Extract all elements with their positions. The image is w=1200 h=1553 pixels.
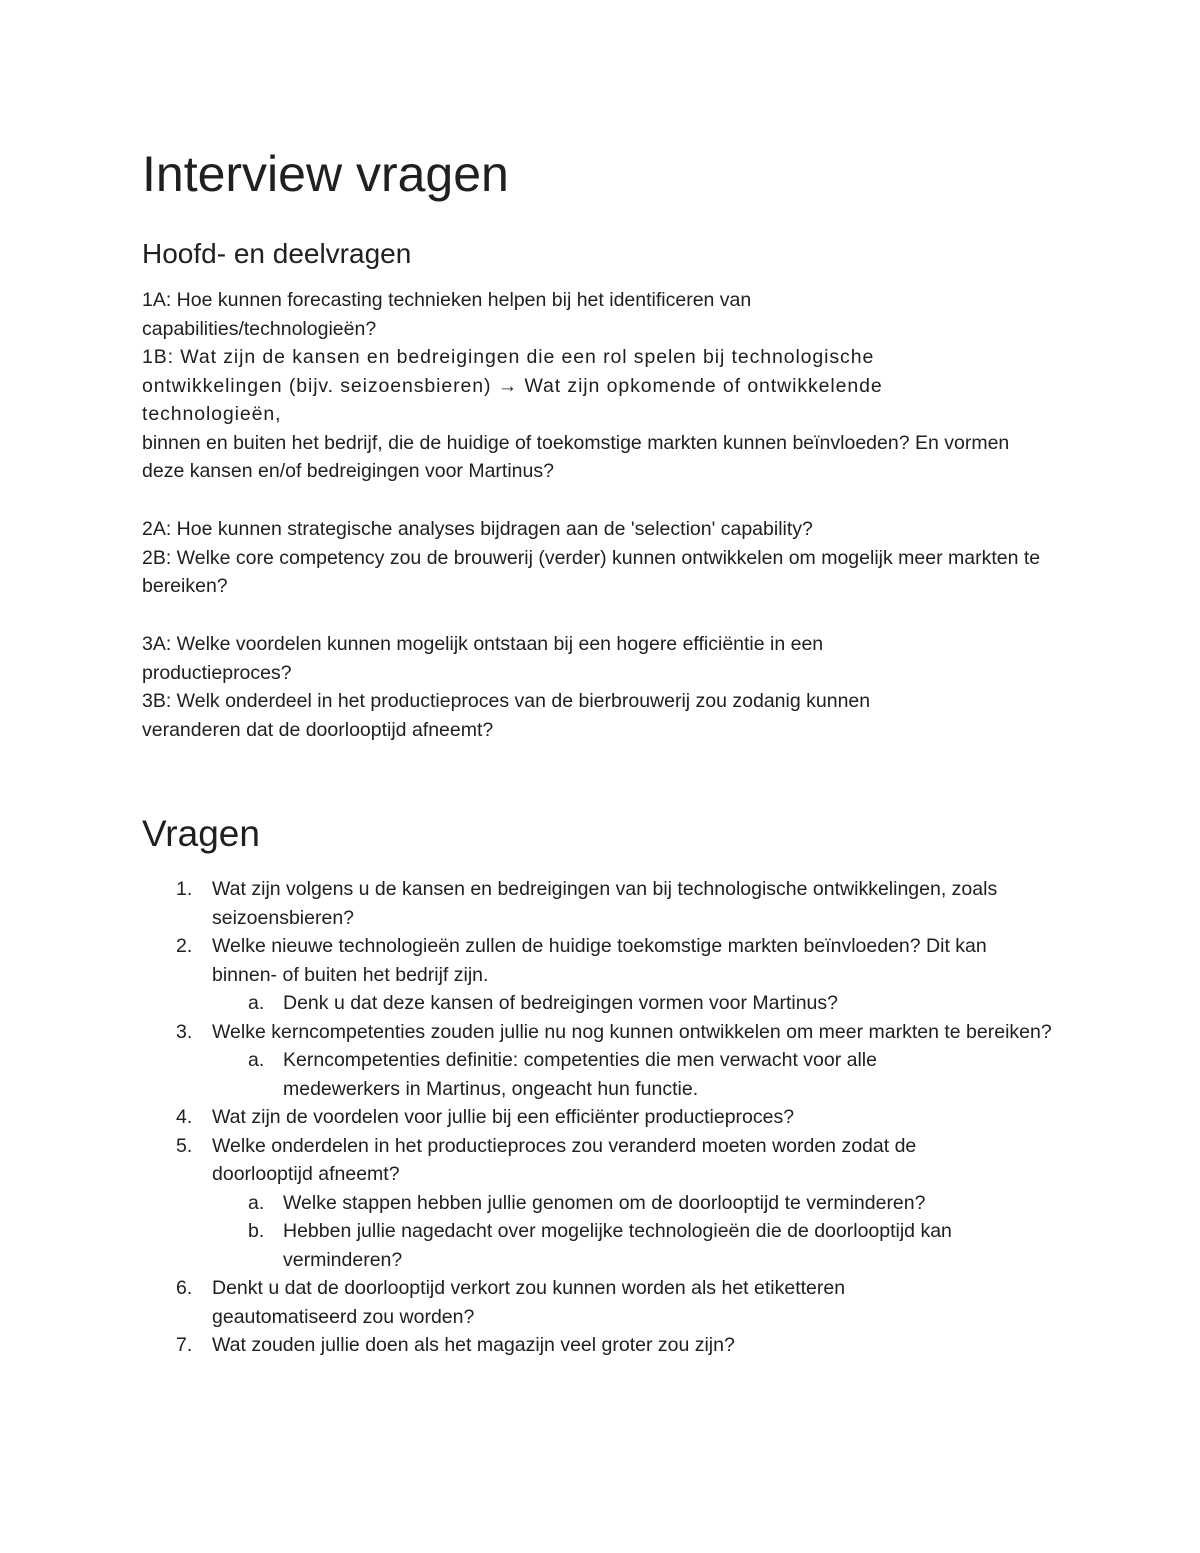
sub-question-item	[212, 1189, 1062, 1218]
question-block-2	[142, 515, 1062, 601]
question-item	[142, 1274, 1062, 1331]
sub-question-list	[212, 989, 1062, 1018]
sub-question-item	[212, 989, 1062, 1018]
question-text: Wat zijn de voordelen voor jullie bij een efficiënter productieproces?	[212, 1106, 795, 1128]
question-number: 1.	[176, 878, 193, 900]
sub-question-item	[212, 1217, 1062, 1274]
sub-question-label: a.	[248, 1191, 265, 1214]
question-2a: 2A: Hoe kunnen strategische analyses bijdragen aan de 'selection' capability?	[142, 518, 813, 540]
question-text: Wat zijn volgens u de kansen en bedreigingen van bij technologische ontwikkelingen, zoals seizoensbieren?	[212, 878, 998, 929]
question-item	[142, 1132, 1062, 1275]
question-number: 2.	[176, 935, 193, 957]
section-heading-hoofdvragen: Hoofd- en deelvragen	[142, 238, 412, 269]
question-1b-continued: binnen en buiten het bedrijf, die de huidige of toekomstige markten kunnen beïnvloeden? En vormen deze kansen en/of bedreigingen voor Martinus?	[142, 431, 1010, 482]
sub-question-label: a.	[248, 1049, 265, 1071]
question-item	[142, 875, 1062, 932]
sub-question-label: b.	[248, 1220, 265, 1242]
question-number: 3.	[176, 1020, 193, 1043]
question-text: Welke onderdelen in het productieproces zou veranderd moeten worden zodat de doorlooptijd afneemt?	[212, 1134, 917, 1185]
question-text: Denkt u dat de doorlooptijd verkort zou kunnen worden als het etiketteren geautomatiseerd zou worden?	[212, 1277, 846, 1328]
question-block-3	[142, 630, 1062, 744]
question-number: 7.	[176, 1334, 193, 1356]
sub-question-text: Denk u dat deze kansen of bedreigingen vormen voor Martinus?	[283, 992, 838, 1014]
question-number: 4.	[176, 1106, 193, 1128]
question-text: Wat zouden jullie doen als het magazijn veel groter zou zijn?	[212, 1334, 735, 1356]
question-block-1	[142, 286, 1062, 486]
question-2b: 2B: Welke core competency zou de brouwerij (verder) kunnen ontwikkelen om mogelijk meer markten te bereiken?	[142, 546, 1041, 597]
sub-question-item	[212, 1046, 1062, 1103]
section-heading-vragen: Vragen	[142, 813, 260, 854]
question-item	[142, 932, 1062, 1018]
question-1b: 1B: Wat zijn de kansen en bedreigingen die een rol spelen bij technologische ontwikkelingen (bijv. seizoensbieren) → Wat zijn opkomende of ontwikkelende technologieën,	[142, 346, 883, 425]
document-title: Interview vragen	[142, 146, 509, 202]
sub-question-text: Welke stappen hebben jullie genomen om de doorlooptijd te verminderen?	[283, 1191, 926, 1214]
question-item	[142, 1018, 1062, 1104]
sub-question-label: a.	[248, 992, 265, 1014]
question-text: Welke kerncompetenties zouden jullie nu nog kunnen ontwikkelen om meer markten te bereiken?	[212, 1020, 1052, 1043]
sub-question-list	[212, 1189, 1062, 1275]
sub-question-text: Kerncompetenties definitie: competenties die men verwacht voor alle medewerkers in Martinus, ongeacht hun functie.	[283, 1049, 877, 1100]
sub-question-list	[212, 1046, 1062, 1103]
question-1a: 1A: Hoe kunnen forecasting technieken helpen bij het identificeren van capabilities/technologieën?	[142, 289, 752, 340]
question-item	[142, 1331, 1062, 1360]
question-text: Welke nieuwe technologieën zullen de huidige toekomstige markten beïnvloeden? Dit kan binnen- of buiten het bedrijf zijn.	[212, 935, 987, 986]
sub-question-text: Hebben jullie nagedacht over mogelijke technologieën die de doorlooptijd kan verminderen?	[283, 1220, 952, 1271]
question-number: 5.	[176, 1134, 193, 1157]
question-item	[142, 1103, 1062, 1132]
question-3a: 3A: Welke voordelen kunnen mogelijk ontstaan bij een hogere efficiëntie in een productieproces?	[142, 633, 824, 684]
question-number: 6.	[176, 1277, 193, 1299]
question-3b: 3B: Welk onderdeel in het productieproces van de bierbrouwerij zou zodanig kunnen veranderen dat de doorlooptijd afneemt?	[142, 690, 871, 741]
interview-question-list	[142, 875, 1062, 1360]
